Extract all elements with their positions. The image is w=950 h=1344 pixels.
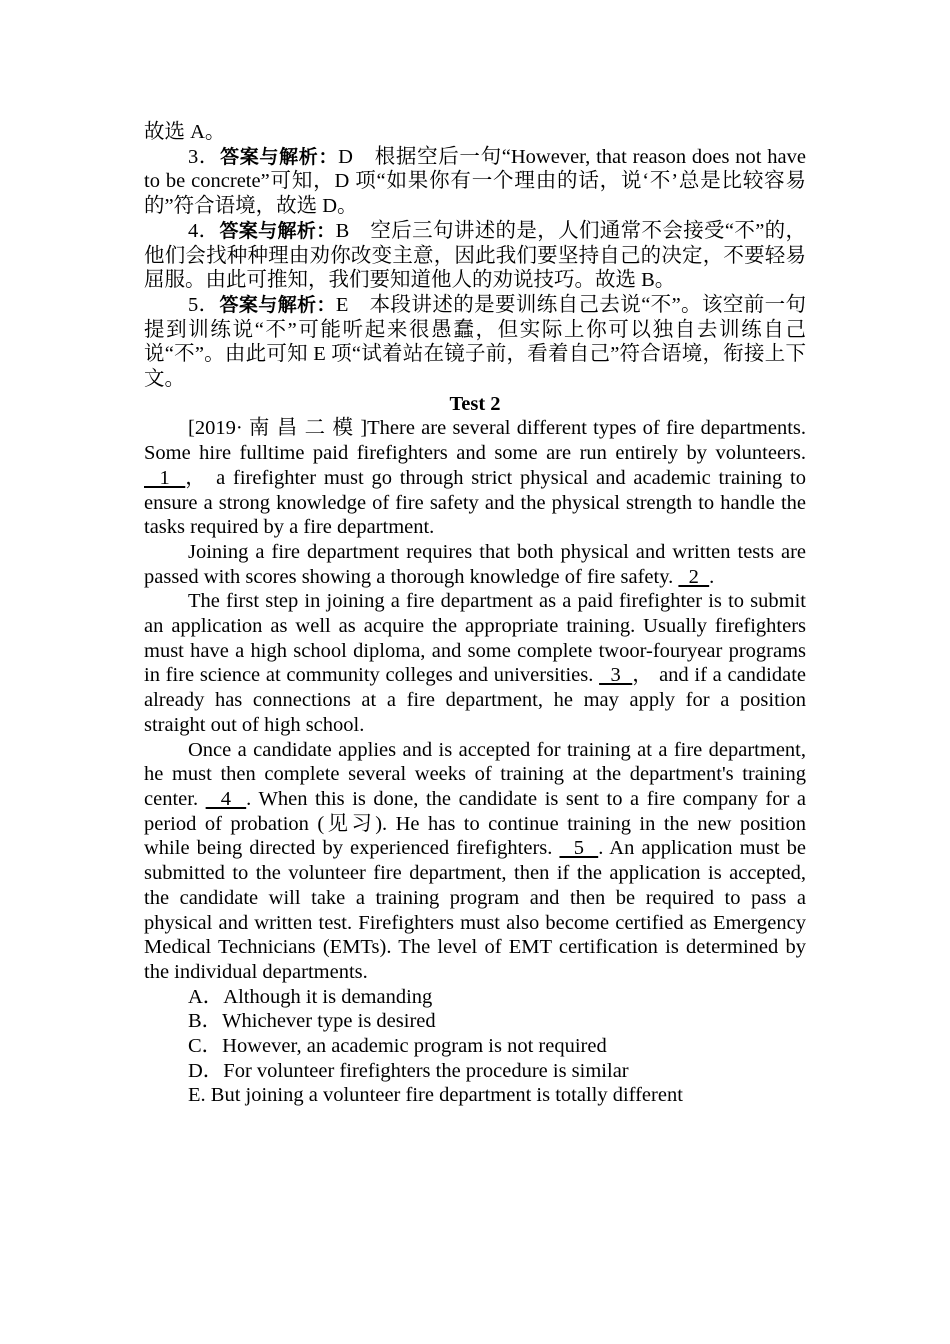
answer-item-4: 4．答案与解析：B 空后三句讲述的是，人们通常不会接受“不”的，他们会找种种理由劝你改变主意，因此我们要坚持自己的决定，不要轻易屈服。由此可推知，我们要知道他人的劝说技巧。故选 B。: [144, 219, 806, 292]
blank-5: 5: [559, 837, 599, 860]
option-d: D．For volunteer firefighters the procedure is similar: [188, 1059, 629, 1082]
answer-item-3: 3．答案与解析：D 根据空后一句“However, that reason does not have to be concrete”可知，D 项“如果你有一个理由的话，说‘不’总是比较容易的”符合语境，故选 D。: [144, 145, 806, 218]
blank-2: 2: [678, 565, 710, 588]
blank-3: 3: [599, 664, 633, 687]
passage-paragraph-3: The first step in joining a fire department as a paid firefighter is to submit an application as well as acquire the appropriate training. Usually firefighters must have a high school diploma, and some complete twoor-fouryear programs in fire science at community colleges and universities. 3 ， and if a candidate already has connections at a fire department, he may apply for a position straight out of high school.: [144, 590, 807, 736]
document-content: [144, 120, 806, 1108]
blank-1: 1: [144, 466, 186, 489]
answer-tail: 故选 A。: [144, 121, 226, 143]
option-e: E. But joining a volunteer fire department is totally different: [188, 1084, 683, 1107]
answer-label: 答案与解析：: [219, 293, 336, 316]
blank-4: 4: [205, 787, 247, 810]
answer-label: 答案与解析：: [219, 219, 336, 242]
answer-item-5: 5．答案与解析：E 本段讲述的是要训练自己去说“不”。该空前一句提到训练说“不”可能听起来很愚蠢，但实际上你可以独自去训练自己说“不”。由此可知 E 项“试着站在镜子前，看着自己”符合语境，衔接上下文。: [144, 293, 806, 391]
passage-paragraph-1: [2019· 南 昌 二 模 ]There are several different types of fire departments. Some hire fulltime paid firefighters and some are run entirely by volunteers. 1 ， a firefighter must go through strict physical and academic training to ensure a strong knowledge of fire safety and the physical strength to handle the tasks required by a fire department.: [144, 417, 806, 539]
passage-paragraph-4: Once a candidate applies and is accepted for training at a fire department, he must then complete several weeks of training at the department's training center. 4 . When this is done, the candidate is sent to a fire company for a period of probation (见习). He has to continue training in the new position while being directed by experienced firefighters. 5 . An application must be submitted to the volunteer fire department, then if the application is accepted, the candidate will take a training program and then be required to pass a physical and written test. Firefighters must also become certified as Emergency Medical Technicians (EMTs). The level of EMT certification is determined by the individual departments.: [144, 738, 806, 983]
passage-paragraph-2: Joining a fire department requires that both physical and written tests are passed with scores showing a thorough knowledge of fire safety. 2 .: [144, 540, 806, 588]
option-b: B．Whichever type is desired: [188, 1010, 436, 1033]
answer-label: 答案与解析：: [220, 145, 339, 168]
test-title: Test 2: [449, 392, 501, 415]
option-c: C．However, an academic program is not required: [188, 1035, 607, 1058]
option-a: A．Although it is demanding: [188, 985, 433, 1008]
